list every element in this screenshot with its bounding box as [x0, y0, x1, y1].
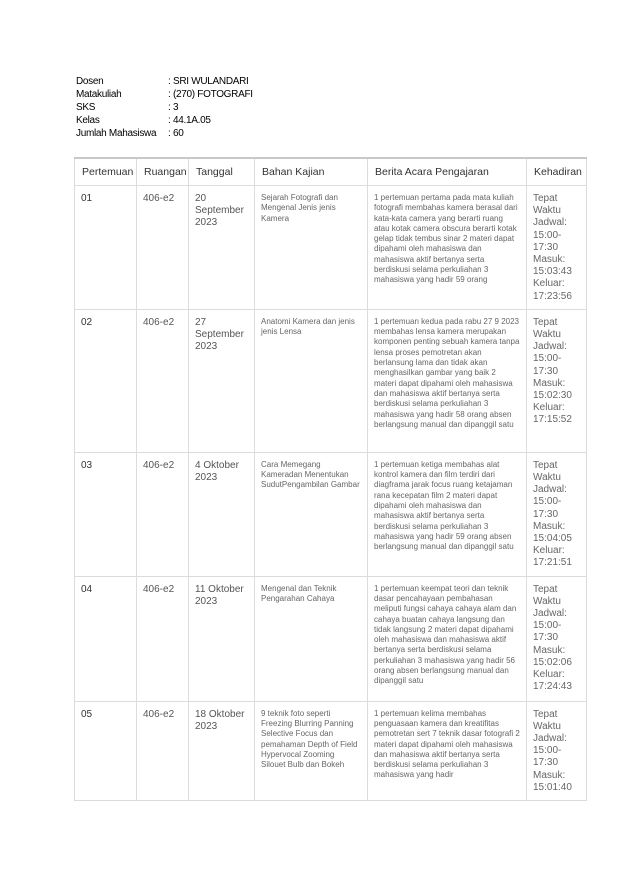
header-ruangan: Ruangan [137, 158, 189, 186]
table-row [75, 309, 587, 452]
cell-berita-acara: 1 pertemuan keempat teori dan teknik dasar pencahayaan pembahasan meliputi fungsi cahaya cahaya alam dan cahaya buatan cahaya langsung dan tidak langsung 2 materi dapat dipahami oleh mahasiswa dan mahasiswa aktif bertanya serta berdiskusi selama perkuliahan 3 mahasiswa yang hadir 56 orang absen berlangsung manual dan dipanggil satu [368, 576, 527, 701]
cell-tanggal: 18 Oktober 2023 [189, 701, 255, 800]
info-row-dosen [76, 75, 253, 88]
cell-ruangan: 406-e2 [137, 452, 189, 576]
header-pertemuan: Pertemuan [75, 158, 137, 186]
cell-tanggal: 11 Oktober 2023 [189, 576, 255, 701]
info-row-jumlah [76, 127, 253, 140]
matakuliah-value: : (270) FOTOGRAFI [168, 89, 253, 100]
jumlah-label: Jumlah Mahasiswa [76, 128, 157, 139]
cell-bahan-kajian: 9 teknik foto seperti Freezing Blurring Panning Selective Focus dan pemahaman Depth of Field Hypervocal Zooming Silouet Bulb dan Bokeh [255, 701, 368, 800]
cell-ruangan: 406-e2 [137, 309, 189, 452]
header-berita-acara: Berita Acara Pengajaran [368, 158, 527, 186]
jumlah-value: : 60 [168, 128, 184, 139]
cell-tanggal: 27 September 2023 [189, 309, 255, 452]
cell-ruangan: 406-e2 [137, 186, 189, 310]
cell-berita-acara: 1 pertemuan kedua pada rabu 27 9 2023 membahas lensa kamera merupakan komponen penting sebuah kamera tanpa lensa proses pemotretan akan berlansung lama dan tidak akan menghasilkan gambar yang baik 2 materi dapat dipahami oleh mahasiswa dan mahasiswa aktif bertanya serta berdiskusi selama perkuliahan 3 mahasiswa yang hadir 58 orang absen berlangsung manual dan dipanggil satu [368, 309, 527, 452]
info-row-sks [76, 101, 253, 114]
cell-ruangan: 406-e2 [137, 701, 189, 800]
course-info [76, 75, 253, 140]
cell-kehadiran: Tepat Waktu Jadwal: 15:00-17:30 Masuk: 15:01:40 [527, 701, 587, 800]
info-row-kelas [76, 114, 253, 127]
cell-berita-acara: 1 pertemuan pertama pada mata kuliah fotografi membahas kamera berasal dari kata-kata camera yang berarti ruang atau kotak camera obscura berarti kotak gelap tidak tembus sinar 2 materi dapat dipahami oleh mahasiswa dan mahasiswa aktif bertanya serta berdiskusi selama perkuliahan 3 mahasiswa yang hadir 59 orang [368, 186, 527, 310]
cell-kehadiran: Tepat Waktu Jadwal: 15:00-17:30 Masuk: 15:02:06 Keluar: 17:24:43 [527, 576, 587, 701]
header-tanggal: Tanggal [189, 158, 255, 186]
cell-pertemuan: 02 [75, 309, 137, 452]
cell-pertemuan: 05 [75, 701, 137, 800]
table-row [75, 452, 587, 576]
cell-kehadiran: Tepat Waktu Jadwal: 15:00-17:30 Masuk: 15:02:30 Keluar: 17:15:52 [527, 309, 587, 452]
cell-pertemuan: 04 [75, 576, 137, 701]
cell-bahan-kajian: Anatomi Kamera dan jenis jenis Lensa [255, 309, 368, 452]
cell-berita-acara: 1 pertemuan kelima membahas penguasaan kamera dan kreatifitas pemotretan sert 7 teknik dasar fotografi 2 materi dapat dipahami oleh mahasiswa dan mahasiswa aktif bertanya serta berdiskusi selama perkuliahan 3 mahasiswa yang hadir [368, 701, 527, 800]
cell-pertemuan: 01 [75, 186, 137, 310]
table-row [75, 576, 587, 701]
kelas-label: Kelas [76, 115, 100, 126]
cell-kehadiran: Tepat Waktu Jadwal: 15:00-17:30 Masuk: 15:04:05 Keluar: 17:21:51 [527, 452, 587, 576]
kelas-value: : 44.1A.05 [168, 115, 211, 126]
matakuliah-label: Matakuliah [76, 89, 122, 100]
table-row [75, 701, 587, 800]
info-row-matakuliah [76, 88, 253, 101]
cell-bahan-kajian: Mengenal dan Teknik Pengarahan Cahaya [255, 576, 368, 701]
dosen-label: Dosen [76, 76, 104, 87]
dosen-value: : SRI WULANDARI [168, 76, 249, 87]
attendance-table [74, 157, 587, 801]
cell-ruangan: 406-e2 [137, 576, 189, 701]
header-bahan-kajian: Bahan Kajian [255, 158, 368, 186]
table-header-row [75, 158, 587, 186]
sks-label: SKS [76, 102, 96, 113]
sks-value: : 3 [168, 102, 179, 113]
cell-kehadiran: Tepat Waktu Jadwal: 15:00-17:30 Masuk: 15:03:43 Keluar: 17:23:56 [527, 186, 587, 310]
header-kehadiran: Kehadiran [527, 158, 587, 186]
table-row [75, 186, 587, 310]
cell-tanggal: 4 Oktober 2023 [189, 452, 255, 576]
cell-tanggal: 20 September 2023 [189, 186, 255, 310]
cell-pertemuan: 03 [75, 452, 137, 576]
cell-bahan-kajian: Cara Memegang Kameradan Menentukan SudutPengambilan Gambar [255, 452, 368, 576]
cell-berita-acara: 1 pertemuan ketiga membahas alat kontrol kamera dan film terdiri dari diagframa jarak focus ruang ketajaman rana kecepatan film 2 materi dapat dipahami oleh mahasiswa dan mahasiswa aktif bertanya serta berdiskusi selama perkuliahan 3 mahasiswa yang hadir 59 orang absen berlangsung manual dan dipanggil satu [368, 452, 527, 576]
cell-bahan-kajian: Sejarah Fotografi dan Mengenal Jenis jenis Kamera [255, 186, 368, 310]
